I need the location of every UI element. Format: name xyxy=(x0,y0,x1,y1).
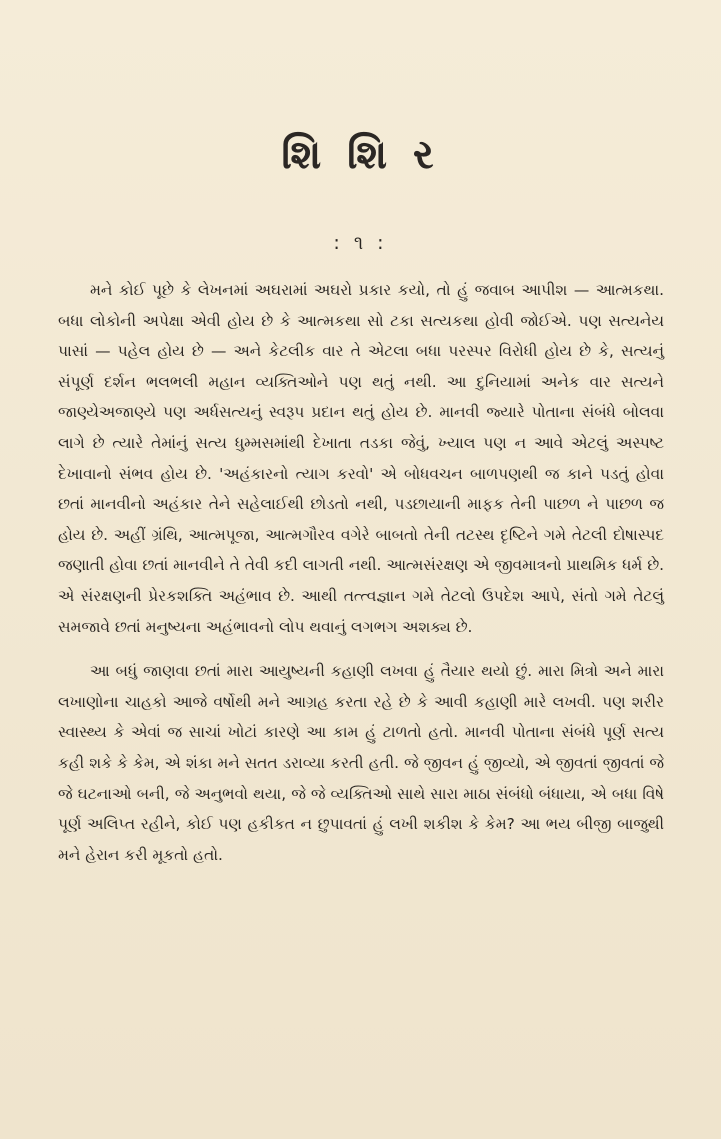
paragraph-2: આ બધું જાણવા છતાં મારા આયુષ્યની કહાણી લખવા હું તૈયાર થયો છું. મારા મિત્રો અને મારા લખાણોના ચાહકો આજે વર્ષોથી મને આગ્રહ કરતા રહે છે કે આવી કહાણી મારે લખવી. પણ શરીર સ્વાસ્થ્ય કે એવાં જ સાચાં ખોટાં કારણે આ કામ હું ટાળતો હતો. માનવી પોતાના સંબંધે પૂર્ણ સત્ય કહી શકે કે કેમ, એ શંકા મને સતત ડરાવ્યા કરતી હતી. જે જીવન હું જીવ્યો, એ જીવતાં જીવતાં જે જે ઘટનાઓ બની, જે અનુભવો થયા, જે જે વ્યક્તિઓ સાથે સારા માઠા સંબંધો બંધાયા, એ બધા વિષે પૂર્ણ અલિપ્ત રહીને, કોઈ પણ હકીકત ન છુપાવતાં હું લખી શકીશ કે કેમ? આ ભય બીજી બાજુથી મને હેરાન કરી મૂકતો હતો. xyxy=(58,662,664,864)
paragraph-1: મને કોઈ પૂછે કે લેખનમાં અઘરામાં અઘરો પ્રકાર કયો, તો હું જવાબ આપીશ — આત્મકથા. બધા લોકોની અપેક્ષા એવી હોય છે કે આત્મકથા સો ટકા સત્યકથા હોવી જોઈએ. પણ સત્યનેય પાસાં — પહેલ હોય છે — અને કેટલીક વાર તે એટલા બધા પરસ્પર વિરોધી હોય છે કે, સત્યનું સંપૂર્ણ દર્શન ભલભલી મહાન વ્યક્તિઓને પણ થતું નથી. આ દુનિયામાં અનેક વાર સત્યને જાણ્યેઅજાણ્યે પણ અર્ધસત્યનું સ્વરૂપ પ્રદાન થતું હોય છે. માનવી જ્યારે પોતાના સંબંધે બોલવા લાગે છે ત્યારે તેમાંનું સત્ય ધુમ્મસમાંથી દેખાતા તડકા જેવું, ખ્યાલ પણ ન આવે એટલું અસ્પષ્ટ દેખાવાનો સંભવ હોય છે. 'અહંકારનો ત્યાગ કરવો' એ બોધવચન બાળપણથી જ કાને પડતું હોવા છતાં માનવીનો અહંકાર તેને સહેલાઈથી છોડતો નથી, પડછાયાની માફક તેની પાછળ ને પાછળ જ હોય છે. અહીં ગ્રંથિ, આત્મપૂજા, આત્મગૌરવ વગેરે બાબતો તેની તટસ્થ દૃષ્ટિને ગમે તેટલી દોષાસ્પદ જણાતી હોવા છતાં માનવીને તે તેવી કદી લાગતી નથી. આત્મસંરક્ષણ એ જીવમાત્રનો પ્રાથમિક ધર્મ છે. એ સંરક્ષણની પ્રેરકશક્તિ અહંભાવ છે. આથી તત્ત્વજ્ઞાન ગમે તેટલો ઉપદેશ આપે, સંતો ગમે તેટલું સમજાવે છતાં મનુષ્યના અહંભાવનો લોપ થવાનું લગભગ અશક્ય છે. xyxy=(58,281,664,636)
body-text xyxy=(58,275,664,870)
section-number: : ૧ : xyxy=(333,232,388,254)
chapter-title: શિ શિ ર xyxy=(281,132,440,178)
